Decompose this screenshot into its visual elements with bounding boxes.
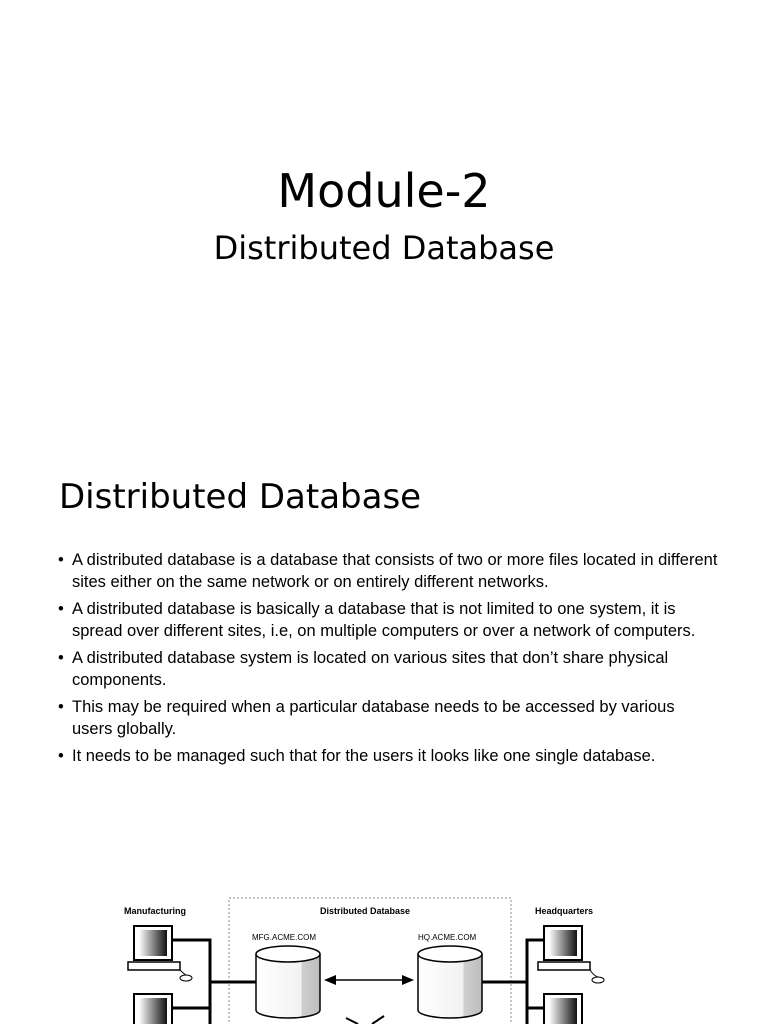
bullet-item: • This may be required when a particular database needs to be accessed by various users globally. [58, 697, 718, 740]
bullet-item: • A distributed database is a database that consists of two or more files located in different sites either on the same network or on entirely different networks. [58, 550, 718, 593]
diagram-canvas [110, 890, 630, 1024]
computer-icon [538, 926, 604, 983]
left-site-label: Manufacturing [124, 906, 186, 916]
computer-icon [134, 994, 172, 1024]
right-network-bus [482, 940, 544, 1024]
database-icon [418, 946, 482, 1018]
computer-icon [128, 926, 192, 981]
section-heading: Distributed Database [59, 477, 422, 517]
left-network-bus [172, 940, 256, 1024]
bullet-item: • It needs to be managed such that for the users it looks like one single database. [58, 746, 718, 768]
computer-icon [544, 994, 582, 1024]
lower-links [346, 1016, 384, 1024]
db-left-label: MFG.ACME.COM [252, 933, 316, 942]
db-right-label: HQ.ACME.COM [418, 933, 477, 942]
bullet-item: • A distributed database system is located on various sites that don’t share physical components. [58, 648, 718, 691]
center-label: Distributed Database [320, 906, 411, 916]
slide-subtitle: Distributed Database [213, 229, 555, 267]
slide-title: Module-2 [277, 164, 491, 218]
bullet-list [58, 550, 718, 774]
right-site-label: Headquarters [535, 906, 594, 916]
replication-arrow [324, 975, 414, 985]
database-icon [256, 946, 320, 1018]
distributed-database-diagram [110, 890, 630, 1024]
bullet-item: • A distributed database is basically a database that is not limited to one system, it is spread over different sites, i.e, on multiple computers or over a network of computers. [58, 599, 718, 642]
